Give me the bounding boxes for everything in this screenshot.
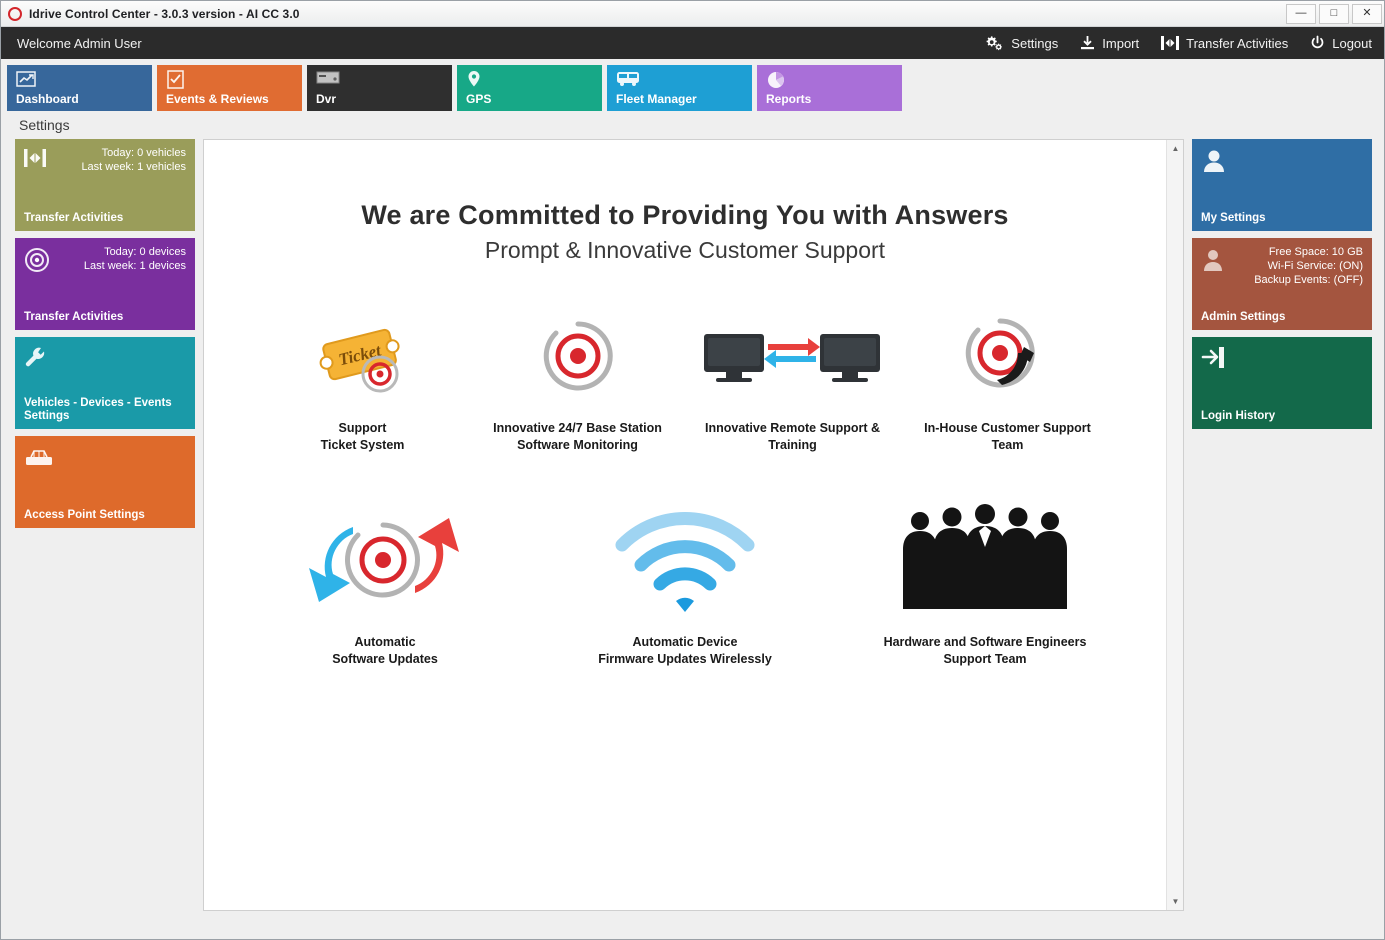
support-overview [204, 140, 1166, 910]
feature-caption [884, 634, 1087, 668]
tab-events-reviews-label: Events & Reviews [166, 92, 269, 106]
tile-access-point-settings[interactable] [15, 436, 195, 528]
transfer-icon [23, 147, 47, 174]
scroll-down-button[interactable]: ▼ [1171, 897, 1180, 906]
minimize-button[interactable]: — [1286, 4, 1316, 24]
maximize-button[interactable]: □ [1319, 4, 1349, 24]
window-buttons [1283, 4, 1382, 24]
tab-reports-label: Reports [766, 92, 812, 106]
left-tile-column [15, 139, 195, 911]
right-tile-column [1192, 139, 1372, 911]
caption-line: Ticket System [320, 438, 405, 452]
caption-line: Support Team [943, 652, 1027, 666]
tile-stats [24, 146, 186, 174]
gear-icon [984, 34, 1004, 52]
target-icon [23, 246, 51, 279]
page-body [1, 139, 1384, 925]
feature-automatic-software-updates [235, 500, 535, 668]
tile-label: Transfer Activities [24, 212, 124, 224]
caption-line: Innovative 24/7 Base Station [493, 421, 662, 435]
tile-admin-settings[interactable] [1192, 238, 1372, 330]
tab-events-reviews[interactable] [157, 65, 302, 111]
feature-in-house-support-team [900, 306, 1115, 454]
caption-line: Team [991, 438, 1024, 452]
feature-base-station-monitoring [470, 306, 685, 454]
topbar-settings-button[interactable] [984, 34, 1058, 52]
feature-engineers-support-team [835, 500, 1135, 668]
topbar-transfer-activities-button[interactable] [1161, 35, 1288, 51]
circle-record-icon [8, 7, 22, 21]
target-phone-icon [958, 306, 1058, 406]
tile-label: Transfer Activities [24, 311, 124, 323]
tile-vehicles-devices-events-settings[interactable] [15, 337, 195, 429]
topbar-logout-button[interactable] [1310, 35, 1372, 51]
status-bar [1, 925, 1384, 939]
tab-reports[interactable] [757, 65, 902, 111]
ticket-icon [310, 306, 415, 406]
topbar-transfer-label: Transfer Activities [1186, 35, 1289, 51]
welcome-message: Welcome Admin User [17, 35, 142, 51]
login-arrow-icon [1200, 345, 1228, 376]
content-scrollbar[interactable] [1166, 140, 1183, 910]
topbar-settings-label: Settings [1011, 35, 1059, 51]
scroll-up-button[interactable]: ▲ [1171, 144, 1180, 153]
caption-line: Firmware Updates Wirelessly [598, 652, 772, 666]
power-icon [1310, 35, 1325, 51]
content-subheadline: Prompt & Innovative Customer Support [484, 237, 886, 263]
wifi-icon [610, 500, 760, 620]
tile-label: Access Point Settings [24, 509, 145, 521]
tile-stat-line: Last week: 1 devices [83, 260, 186, 272]
window-title: Idrive Control Center - 3.0.3 version - AI CC 3.0 [29, 6, 300, 21]
page-title-bar [1, 111, 1384, 139]
top-menu-actions [984, 34, 1372, 52]
tile-label: Login History [1201, 410, 1276, 422]
caption-line: Support [338, 421, 387, 435]
feature-caption [493, 420, 662, 454]
admin-user-icon [1200, 246, 1226, 279]
caption-line: Software Monitoring [517, 438, 638, 452]
team-silhouette-icon [890, 500, 1080, 620]
tile-stat-line: Today: 0 vehicles [101, 147, 186, 159]
content-panel [203, 139, 1184, 911]
user-icon [1200, 147, 1228, 180]
tab-gps-label: GPS [466, 92, 492, 106]
caption-line: Automatic Device [632, 635, 738, 649]
tile-login-history[interactable] [1192, 337, 1372, 429]
wrench-icon [23, 345, 51, 376]
caption-line: Training [768, 438, 817, 452]
feature-caption [705, 420, 880, 454]
caption-line: Hardware and Software Engineers [883, 635, 1087, 649]
two-monitors-icon [700, 306, 885, 406]
tile-transfer-activities-vehicles[interactable] [15, 139, 195, 231]
tile-label: My Settings [1201, 212, 1266, 224]
dvr-icon [316, 73, 340, 90]
tile-stat-line: Last week: 1 vehicles [81, 161, 186, 173]
page-title: Settings [19, 117, 70, 133]
feature-automatic-firmware-updates [535, 500, 835, 668]
download-icon [1080, 35, 1095, 51]
caption-line: In-House Customer Support [924, 421, 1091, 435]
topbar-import-button[interactable] [1080, 35, 1139, 51]
module-tab-bar [1, 59, 1384, 111]
feature-support-ticket-system [255, 306, 470, 454]
tile-label: Admin Settings [1201, 311, 1286, 323]
tab-gps[interactable] [457, 65, 602, 111]
bus-icon [616, 75, 642, 92]
router-icon [23, 444, 55, 475]
caption-line: Innovative Remote Support & [704, 421, 881, 435]
tab-fleet-manager-label: Fleet Manager [616, 92, 697, 106]
feature-caption [598, 634, 772, 668]
tile-stat-line: Backup Events: (OFF) [1254, 274, 1363, 286]
svg-text:Ticket: Ticket [336, 340, 383, 370]
features-row-1 [224, 306, 1146, 454]
topbar-logout-label: Logout [1332, 35, 1372, 51]
caption-line: Software Updates [332, 652, 438, 666]
feature-caption [321, 420, 405, 454]
tab-dashboard[interactable] [7, 65, 152, 111]
features-row-2 [224, 500, 1146, 668]
tile-stat-line: Today: 0 devices [104, 246, 186, 258]
refresh-target-icon [295, 500, 475, 620]
title-bar [1, 1, 1384, 27]
tab-dvr[interactable] [307, 65, 452, 111]
feature-remote-support-training [685, 306, 900, 454]
tab-dvr-label: Dvr [316, 92, 337, 106]
tile-stat-line: Wi-Fi Service: (ON) [1267, 260, 1363, 272]
topbar-import-label: Import [1102, 35, 1140, 51]
tile-transfer-activities-devices[interactable] [15, 238, 195, 330]
tab-dashboard-label: Dashboard [16, 92, 79, 106]
target-icon [538, 306, 618, 406]
feature-caption [332, 634, 438, 668]
tile-my-settings[interactable] [1192, 139, 1372, 231]
tile-label: Vehicles - Devices - Events Settings [24, 397, 172, 422]
content-headline: We are Committed to Providing You with Answers [361, 200, 1009, 230]
top-menu-bar [1, 27, 1384, 59]
tile-stat-line: Free Space: 10 GB [1268, 246, 1363, 258]
caption-line: Automatic [354, 635, 416, 649]
feature-caption [924, 420, 1091, 454]
tab-fleet-manager[interactable] [607, 65, 752, 111]
transfer-icon [1161, 35, 1179, 51]
close-button[interactable]: ✕ [1352, 4, 1382, 24]
